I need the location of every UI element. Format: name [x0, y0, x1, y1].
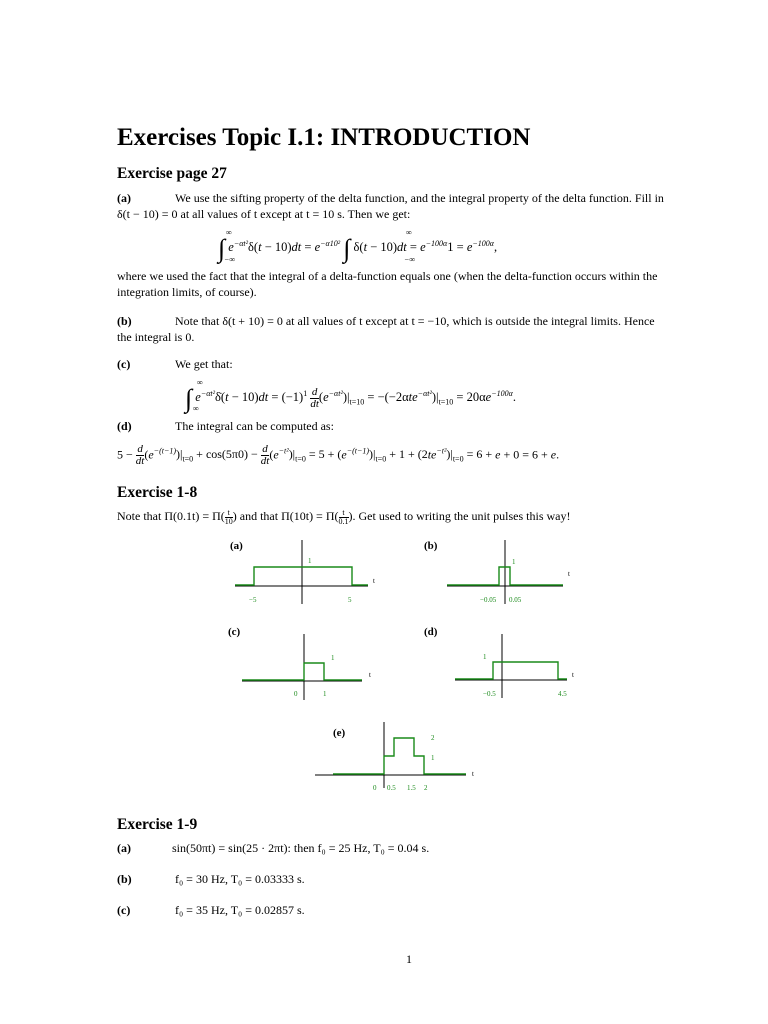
paragraph-a-line2: δ(t − 10) = 0 at all values of t except at t = 10 s. Then we get: — [117, 207, 411, 221]
paragraph-c — [117, 356, 233, 372]
plot-e-height-1: 1 — [431, 754, 435, 762]
paragraph-ex19-c — [117, 902, 305, 918]
section-heading-ex18: Exercise 1-8 — [117, 484, 198, 501]
plot-c-height: 1 — [331, 654, 335, 662]
paragraph-ex18: Note that Π(0.1t) = Π( $\frac{t}{10}$ ) and that Π(10t) = Π( $\frac{t}{0.1}$ ). Get used to writing the unit pulses this way! — [117, 507, 571, 526]
paragraph-c-text: We get that: — [175, 357, 233, 371]
paragraph-a-line1: We use the sifting property of the delta function, and the integral property of the delta function. Fill in — [175, 191, 664, 205]
paragraph-d — [117, 418, 334, 434]
item-label-c: (c) — [117, 357, 131, 371]
paragraph-a-after-line1: where we used the fact that the integral of a delta-function equals one (when the delta-function occurs within the — [117, 269, 658, 283]
plot-e-t: t — [472, 770, 474, 778]
plot-e — [315, 722, 474, 792]
equation-c: ∫ $e^{-\alpha t^2}\deltȧ(t - 10)dt = (-1)^1$ $\frac{d}{dt}$ $(e^{-\alpha t^2})|_{t=10} = -(-2\alpha te^{-\alpha t^2})|_{t=10} = 20\alpha e^{-100\alpha}$. — [185, 384, 516, 413]
paragraph-a — [117, 190, 707, 222]
section-heading-ex19: Exercise 1-9 — [117, 816, 198, 833]
plot-c-t: t — [369, 671, 371, 679]
paragraph-ex19-a — [117, 840, 429, 856]
paragraph-a-after — [117, 268, 717, 300]
item-label-ex19-a: (a) — [117, 841, 131, 855]
plot-d-tick-2: 4.5 — [558, 690, 567, 698]
plot-e-label: (e) — [333, 727, 346, 739]
plot-c-pulse — [242, 663, 362, 680]
plot-e-pulse — [333, 738, 466, 774]
plot-c-label: (c) — [228, 626, 241, 638]
plot-e-tick-2: 0.5 — [387, 784, 396, 792]
plot-a-tick-1: −5 — [249, 596, 257, 604]
plot-c-tick-1: 0 — [294, 690, 298, 698]
plot-c — [228, 626, 371, 700]
page-number: 1 — [406, 952, 412, 966]
plot-a-label: (a) — [230, 540, 243, 552]
plot-d-t: t — [572, 671, 574, 679]
plot-a-tick-2: 5 — [348, 596, 352, 604]
plot-c-tick-2: 1 — [323, 690, 327, 698]
plot-b-label: (b) — [424, 540, 438, 552]
paragraph-d-text: The integral can be computed as: — [175, 419, 334, 433]
paragraph-ex19-b — [117, 871, 305, 887]
plot-d — [424, 626, 574, 698]
item-label-a: (a) — [117, 191, 131, 205]
paragraph-b-line1: Note that δ(t + 10) = 0 at all values of t except at t = −10, which is outside the integral limits. Hence — [175, 314, 655, 328]
item-label-d: (d) — [117, 419, 132, 433]
equation-d: 5 − $\frac{d}{dt}$ $(e^{-(t-1)})|_{t=0} + \cos(5\pi 0)$ − $\frac{d}{dt}$ $(e^{-t^2})|_{t=0} = 5 + (e^{-(t-1)})|_{t=0} + 1 + (2te^{-t^2})|_{t=0} = 6 + e + 0 = 6 + e$. — [117, 443, 560, 467]
plot-e-tick-1: 0 — [373, 784, 377, 792]
plot-d-pulse — [455, 662, 567, 679]
item-label-b: (b) — [117, 314, 132, 328]
plot-e-tick-3: 1.5 — [407, 784, 416, 792]
plot-a — [230, 540, 375, 604]
section-heading-page27: Exercise page 27 — [117, 165, 227, 182]
plot-b-t: t — [568, 570, 570, 578]
plot-d-tick-1: −0.5 — [483, 690, 496, 698]
ex19-c-text: f₀ = 35 Hz, T₀ = 0.02857 s. — [175, 903, 305, 917]
plot-b-height: 1 — [512, 558, 516, 566]
item-label-ex19-b: (b) — [117, 872, 132, 886]
paragraph-b — [117, 313, 717, 345]
plot-b — [424, 540, 570, 604]
plot-e-height-2: 2 — [431, 734, 435, 742]
page-title: Exercises Topic I.1: INTRODUCTION — [117, 124, 531, 151]
plot-b-tick-2: 0.05 — [509, 596, 522, 604]
ex19-a-text: sin(50πt) = sin(25 · 2πt): then f₀ = 25 Hz, T₀ = 0.04 s. — [172, 841, 430, 855]
pulse-plots — [0, 530, 768, 850]
ex19-b-text: f₀ = 30 Hz, T₀ = 0.03333 s. — [175, 872, 305, 886]
plot-d-height: 1 — [483, 653, 487, 661]
paragraph-b-line2: the integral is 0. — [117, 330, 195, 344]
equation-a: ∫ $e^{-\alpha t^2}\delta(t - 10)dt = e^{-\alpha 10^2}$ ∫ $\delta(t - 10)dt = e^{-100\alpha}1 = e^{-100\alpha}$, — [218, 234, 498, 263]
item-label-ex19-c: (c) — [117, 903, 131, 917]
plot-d-label: (d) — [424, 626, 438, 638]
plot-a-t: t — [373, 577, 375, 585]
plot-e-tick-4: 2 — [424, 784, 428, 792]
plot-a-height: 1 — [308, 557, 312, 565]
paragraph-a-after-line2: integration limits, of course). — [117, 285, 257, 299]
plot-b-tick-1: −0.05 — [480, 596, 497, 604]
